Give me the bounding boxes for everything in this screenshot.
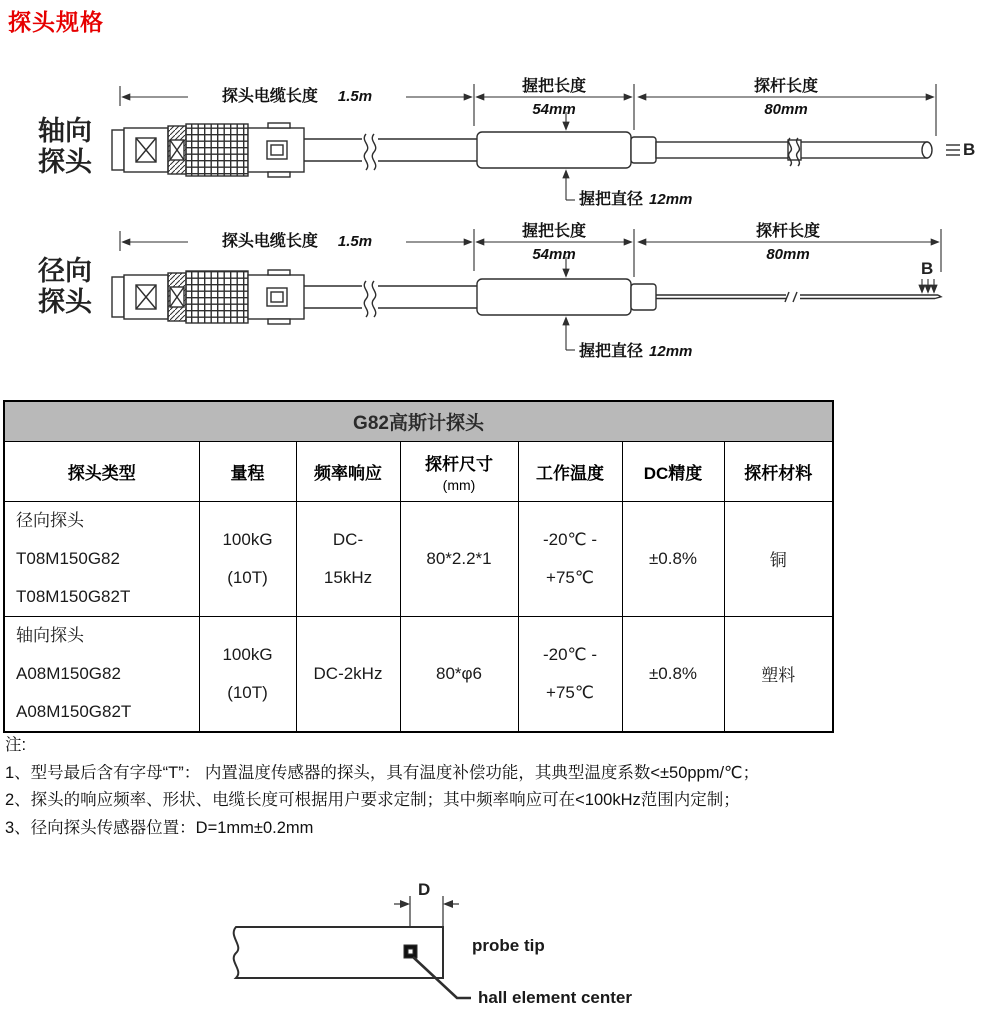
col-header-frequency: 频率响应	[296, 441, 400, 501]
col-header-rod-size: 探杆尺寸 (mm)	[400, 441, 518, 501]
axial-probe-name: 轴向 探头	[38, 116, 92, 177]
axial-grip-length-label: 握把长度	[521, 78, 587, 95]
col-header-range: 量程	[199, 441, 296, 501]
col-header-material: 探杆材料	[724, 441, 833, 501]
cell-frequency: DC-2kHz	[296, 616, 400, 732]
cell-rod-size: 80*φ6	[400, 616, 518, 732]
radial-grip-length-value: 54mm	[532, 246, 576, 263]
axial-grip-diameter-dim: 握把直径 12mm	[579, 191, 693, 208]
radial-grip-length-label: 握把长度	[521, 223, 587, 240]
axial-rod-length-value: 80mm	[764, 101, 808, 118]
cell-material: 铜	[724, 501, 833, 616]
radial-probe-name: 径向 探头	[38, 256, 92, 317]
axial-grip-length-value: 54mm	[532, 101, 576, 118]
cell-probe-type: 径向探头 T08M150G82 T08M150G82T	[4, 501, 199, 616]
probe-spec-table	[3, 400, 834, 733]
cell-range: 100kG (10T)	[199, 616, 296, 732]
axial-cable-length-dim: 探头电缆长度 1.5m	[188, 83, 406, 106]
radial-grip-diameter-dim: 握把直径 12mm	[579, 343, 693, 360]
notes-section	[5, 732, 980, 842]
radial-rod-length-label: 探杆长度	[755, 223, 821, 240]
table-title: G82高斯计探头	[4, 401, 833, 441]
distance-dim-label: D	[418, 880, 431, 899]
radial-field-direction-label: B	[921, 259, 934, 278]
hall-element-center-label: hall element center	[478, 988, 633, 1007]
axial-probe-diagram	[0, 60, 983, 210]
radial-probe-diagram	[0, 210, 983, 385]
radial-probe-drawing	[0, 210, 983, 385]
cell-dc-accuracy: ±0.8%	[622, 616, 724, 732]
notes-label: 注:	[5, 736, 27, 754]
sensor-position-diagram	[180, 860, 860, 1010]
col-header-dc-accuracy: DC精度	[622, 441, 724, 501]
table-row	[4, 616, 833, 732]
axial-field-direction-label: B	[963, 140, 976, 159]
cell-dc-accuracy: ±0.8%	[622, 501, 724, 616]
cell-rod-size: 80*2.2*1	[400, 501, 518, 616]
cell-range: 100kG (10T)	[199, 501, 296, 616]
note-item-2: 2、探头的响应频率、形状、电缆长度可根据用户要求定制；其中频率响应可在<100kHz范围内定制；	[5, 791, 740, 809]
note-item-3: 3、径向探头传感器位置：D=1mm±0.2mm	[5, 818, 314, 837]
note-item-1: 1、型号最后含有字母“T”： 内置温度传感器的探头，具有温度补偿功能，其典型温度系数<±50ppm/℃；	[5, 763, 760, 782]
radial-rod-length-value: 80mm	[766, 246, 810, 263]
cell-probe-type: 轴向探头 A08M150G82 A08M150G82T	[4, 616, 199, 732]
axial-probe-drawing	[0, 60, 983, 210]
cell-frequency: DC- 15kHz	[296, 501, 400, 616]
cell-temperature: -20℃ - +75℃	[518, 616, 622, 732]
cell-material: 塑料	[724, 616, 833, 732]
col-header-probe-type: 探头类型	[4, 441, 199, 501]
axial-rod-length-label: 探杆长度	[753, 78, 819, 95]
cell-temperature: -20℃ - +75℃	[518, 501, 622, 616]
col-header-temperature: 工作温度	[518, 441, 622, 501]
probe-tip-label: probe tip	[472, 936, 545, 955]
table-row	[4, 501, 833, 616]
radial-cable-length-dim: 探头电缆长度 1.5m	[188, 228, 406, 251]
page-title: 探头规格	[8, 9, 104, 35]
